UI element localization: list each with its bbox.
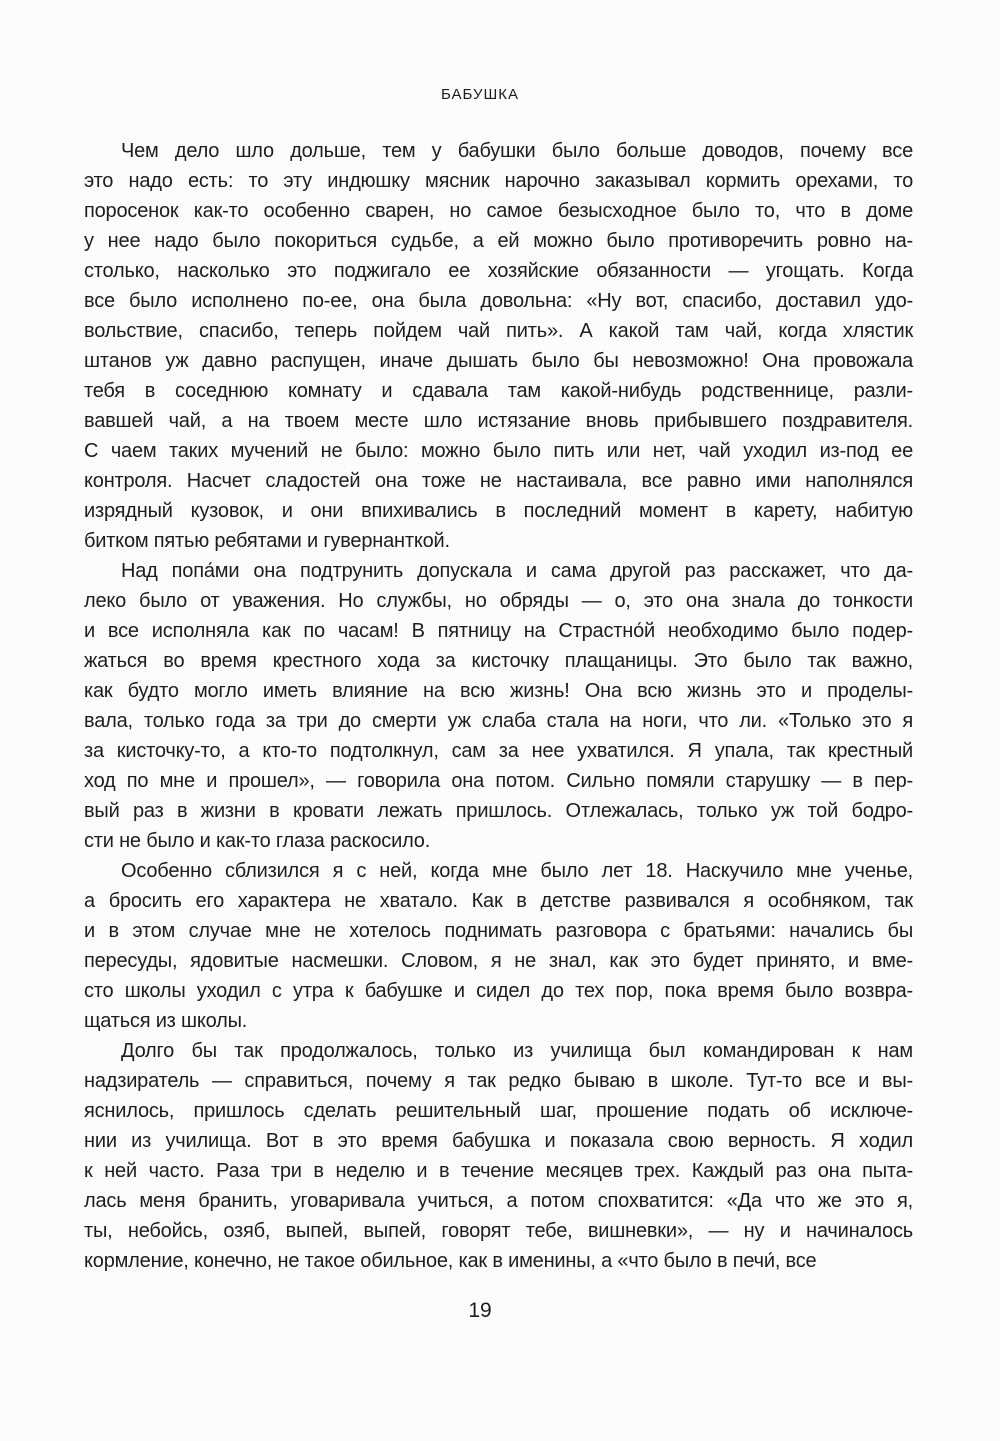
text-line: столько, насколько это поджигало ее хозяйские обязанности — угощать. Когда [84,260,913,282]
text-line: щаться из школы. [84,1010,248,1032]
text-line: ты, небойсь, озяб, выпей, выпей, говорят тебе, вишневки», — ну и начиналось [84,1220,913,1242]
paragraph [84,856,913,1036]
text-line: это надо есть: то эту индюшку мясник нарочно заказывал кормить орехами, то [84,170,913,192]
text-line: лась меня бранить, уговаривала учиться, а потом спохватится: «Да что же это я, [84,1190,913,1212]
text-line: вольствие, спасибо, теперь пойдем чай пить». А какой там чай, когда хлястик [84,320,913,342]
running-head: БАБУШКА [440,86,520,103]
text-line: поросенок как-то особенно сварен, но самое безысходное было то, что в доме [84,200,913,222]
paragraph [84,136,913,556]
text-line: тебя в соседнюю комнату и сдавала там какой-нибудь родственнице, разли- [84,380,913,402]
text-line: Долго бы так продолжалось, только из училища был командирован к нам [121,1040,913,1062]
text-line: как будто могло иметь влияние на всю жизнь! Она всю жизнь это и проделы- [84,680,913,702]
text-line: нии из училища. Вот в это время бабушка и показала свою верность. Я ходил [84,1130,913,1152]
text-line: изрядный кузовок, и они впихивались в последний момент в карету, набитую [84,500,913,522]
text-line: и в этом случае мне не хотелось поднимать разговора с братьями: начались бы [84,920,913,942]
text-line: вала, только года за три до смерти уж слаба стала на ноги, что ли. «Только это я [84,710,913,732]
text-line: штанов уж давно распущен, иначе дышать было бы невозможно! Она провожала [84,350,913,372]
text-line: контроля. Насчет сладостей она тоже не настаивала, все равно ими наполнялся [84,470,913,492]
page-number: 19 [468,1299,492,1322]
text-line: Чем дело шло дольше, тем у бабушки было больше доводов, почему все [121,140,913,162]
text-line: Особенно сблизился я с ней, когда мне было лет 18. Наскучило мне ученье, [121,860,913,882]
text-line: к ней часто. Раза три в неделю и в течение месяцев трех. Каждый раз она пыта- [84,1160,913,1182]
text-line: ход по мне и прошел», — говорила она потом. Сильно помяли старушку — в пер- [84,770,913,792]
text-line: и все исполняла как по часам! В пятницу на Страстно́й необходимо было подер- [84,620,913,642]
text-line: все было исполнено по-ее, она была довольна: «Ну вот, спасибо, доставил удо- [84,290,913,312]
text-line: а бросить его характера не хватало. Как в детстве развивался я особняком, так [84,890,913,912]
text-line: за кисточку-то, а кто-то подтолкнул, сам за нее ухватился. Я упала, так крестный [84,740,913,762]
text-line: сти не было и как-то глаза раскосило. [84,830,431,852]
text-line: пересуды, ядовитые насмешки. Словом, я не знал, как это будет принято, и вме- [84,950,913,972]
text-line: кормление, конечно, не такое обильное, как в именины, а «что было в печи́, все [84,1250,817,1272]
text-line: битком пятью ребятами и гувернанткой. [84,530,450,552]
text-line: яснилось, пришлось сделать решительный шаг, прошение подать об исключе- [84,1100,913,1122]
text-line: С чаем таких мучений не было: можно было пить или нет, чай уходил из-под ее [84,440,913,462]
text-line: жаться во время крестного хода за кисточку плащаницы. Это было так важно, [84,650,913,672]
page-body [84,136,913,1276]
text-line: Над попа́ми она подтрунить допускала и сама другой раз расскажет, что да- [121,560,913,582]
text-line: сто школы уходил с утра к бабушке и сидел до тех пор, пока время было возвра- [84,980,913,1002]
text-line: леко было от уважения. Но службы, но обряды — о, это она знала до тонкости [84,590,913,612]
text-line: надзиратель — справиться, почему я так редко бываю в школе. Тут-то все и вы- [84,1070,913,1092]
text-line: вый раз в жизни в кровати лежать пришлось. Отлежалась, только уж той бодро- [84,800,913,822]
paragraph [84,556,913,856]
text-line: у нее надо было покориться судьбе, а ей можно было противоречить ровно на- [84,230,913,252]
text-line: вавшей чай, а на твоем месте шло истязание вновь прибывшего поздравителя. [84,410,913,432]
paragraph [84,1036,913,1276]
